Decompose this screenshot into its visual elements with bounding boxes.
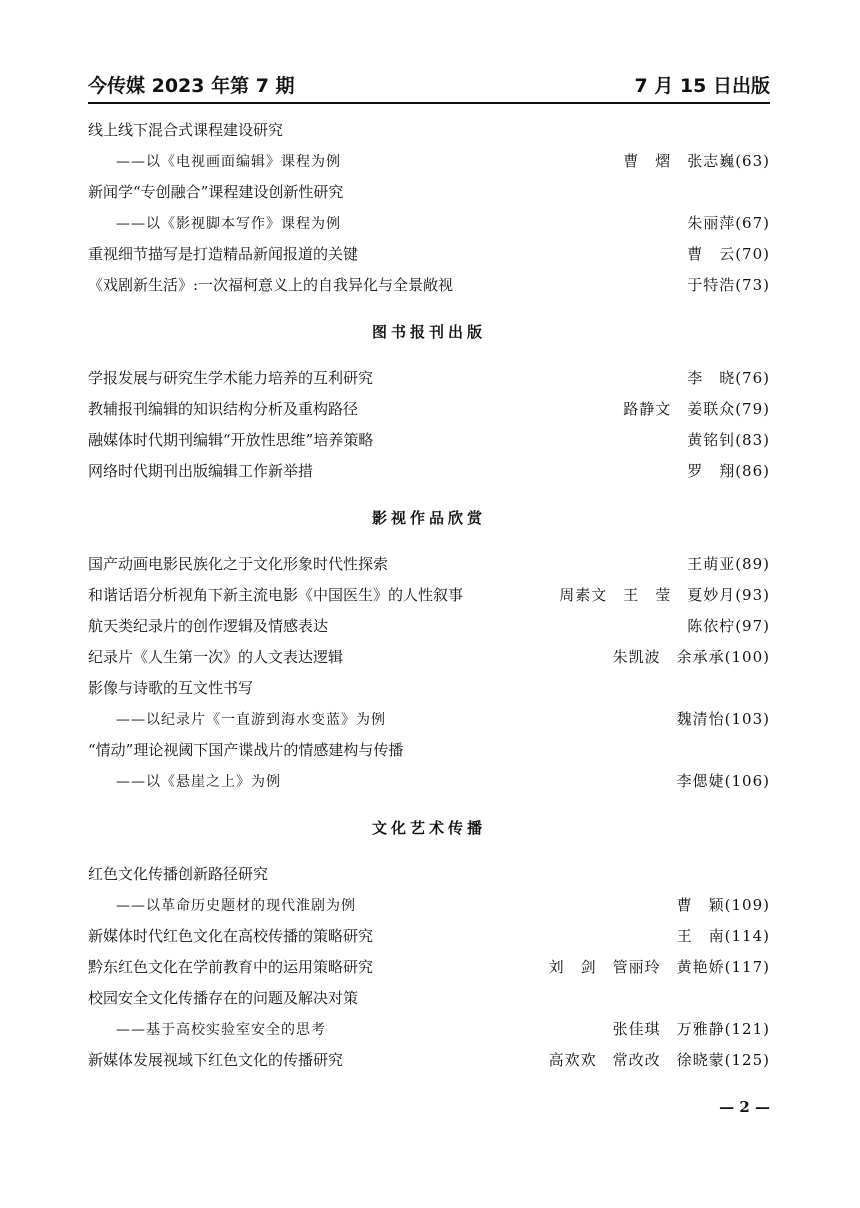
- article-title: “情动”理论视阈下国产谍战片的情感建构与传播: [88, 741, 404, 759]
- toc-entry: [88, 176, 770, 207]
- article-title: 网络时代期刊出版编辑工作新举措: [88, 462, 314, 480]
- article-title: 红色文化传播创新路径研究: [88, 865, 269, 883]
- section-heading: 文化艺术传播: [371, 818, 486, 837]
- article-authors-page: 张佳琪 万雅静(121): [612, 1020, 770, 1038]
- running-header: [88, 74, 770, 98]
- toc-entry: [88, 610, 770, 641]
- article-title: 教辅报刊编辑的知识结构分析及重构路径: [88, 400, 359, 418]
- article-title: 和谐话语分析视角下新主流电影《中国医生》的人性叙事: [88, 586, 464, 604]
- toc-entry: [88, 734, 770, 765]
- article-authors-page: 王萌亚(89): [687, 555, 770, 573]
- article-title: 校园安全文化传播存在的问题及解决对策: [88, 989, 359, 1007]
- toc-entry: [88, 672, 770, 703]
- article-authors-page: 黄铭钊(83): [687, 431, 770, 449]
- article-authors-page: 魏清怡(103): [676, 710, 770, 728]
- toc-entry: [88, 393, 770, 424]
- article-subtitle: ——以《影视脚本写作》课程为例: [116, 215, 341, 232]
- article-title: 重视细节描写是打造精品新闻报道的关键: [88, 245, 359, 263]
- toc-subtitle-row: [88, 207, 770, 238]
- toc-entry: [88, 269, 770, 300]
- article-authors-page: 朱凯波 余承承(100): [612, 648, 770, 666]
- article-authors-page: 陈依柠(97): [687, 617, 770, 635]
- article-authors-page: 罗 翔(86): [687, 462, 770, 480]
- article-subtitle: ——以《悬崖之上》为例: [116, 773, 281, 790]
- toc-entry: [88, 455, 770, 486]
- toc-subtitle-row: [88, 145, 770, 176]
- toc-entry: [88, 362, 770, 393]
- toc-subtitle-row: [88, 889, 770, 920]
- toc-entry: [88, 641, 770, 672]
- toc-entry: [88, 982, 770, 1013]
- article-subtitle: ——以《电视画面编辑》课程为例: [116, 153, 341, 170]
- article-title: 融媒体时代期刊编辑“开放性思维”培养策略: [88, 431, 374, 449]
- article-title: 线上线下混合式课程建设研究: [88, 121, 284, 139]
- article-authors-page: 曹 熠 张志巍(63): [623, 152, 770, 170]
- toc-entry: [88, 1044, 770, 1075]
- publish-date: 7 月 15 日出版: [634, 75, 770, 97]
- page-number: — 2 —: [719, 1098, 770, 1116]
- toc-entry: [88, 920, 770, 951]
- toc-entry: [88, 114, 770, 145]
- article-authors-page: 朱丽萍(67): [687, 214, 770, 232]
- article-authors-page: 曹 云(70): [687, 245, 770, 263]
- section-heading: 图书报刊出版: [371, 322, 486, 341]
- section-heading: 影视作品欣赏: [371, 508, 486, 527]
- toc-subtitle-row: [88, 765, 770, 796]
- article-title: 新媒体时代红色文化在高校传播的策略研究: [88, 927, 374, 945]
- article-authors-page: 路静文 姜联众(79): [623, 400, 770, 418]
- toc-entry: [88, 238, 770, 269]
- table-of-contents: [88, 114, 770, 1075]
- article-title: 纪录片《人生第一次》的人文表达逻辑: [88, 648, 344, 666]
- toc-entry: [88, 858, 770, 889]
- article-title: 新媒体发展视域下红色文化的传播研究: [88, 1051, 344, 1069]
- article-authors-page: 王 南(114): [676, 927, 770, 945]
- article-authors-page: 于特浩(73): [687, 276, 770, 294]
- journal-issue: 今传媒 2023 年第 7 期: [88, 75, 295, 97]
- article-title: 影像与诗歌的互文性书写: [88, 679, 254, 697]
- article-authors-page: 李 晓(76): [687, 369, 770, 387]
- article-authors-page: 周素文 王 莹 夏妙月(93): [559, 586, 770, 604]
- article-authors-page: 李偲婕(106): [676, 772, 770, 790]
- toc-entry: [88, 424, 770, 455]
- article-title: 国产动画电影民族化之于文化形象时代性探索: [88, 555, 389, 573]
- article-subtitle: ——以革命历史题材的现代淮剧为例: [116, 897, 356, 914]
- article-title: 学报发展与研究生学术能力培养的互利研究: [88, 369, 374, 387]
- toc-entry: [88, 951, 770, 982]
- toc-subtitle-row: [88, 1013, 770, 1044]
- article-authors-page: 曹 颖(109): [676, 896, 770, 914]
- article-subtitle: ——以纪录片《一直游到海水变蓝》为例: [116, 711, 386, 728]
- article-title: 航天类纪录片的创作逻辑及情感表达: [88, 617, 329, 635]
- article-authors-page: 刘 剑 管丽玲 黄艳娇(117): [548, 958, 770, 976]
- article-title: 新闻学“专创融合”课程建设创新性研究: [88, 183, 344, 201]
- article-authors-page: 高欢欢 常改改 徐晓蒙(125): [548, 1051, 770, 1069]
- article-subtitle: ——基于高校实验室安全的思考: [116, 1021, 326, 1038]
- article-title: 《戏剧新生活》:一次福柯意义上的自我异化与全景敞视: [88, 276, 454, 294]
- toc-subtitle-row: [88, 703, 770, 734]
- toc-entry: [88, 548, 770, 579]
- header-rule: [88, 102, 770, 104]
- toc-entry: [88, 579, 770, 610]
- article-title: 黔东红色文化在学前教育中的运用策略研究: [88, 958, 374, 976]
